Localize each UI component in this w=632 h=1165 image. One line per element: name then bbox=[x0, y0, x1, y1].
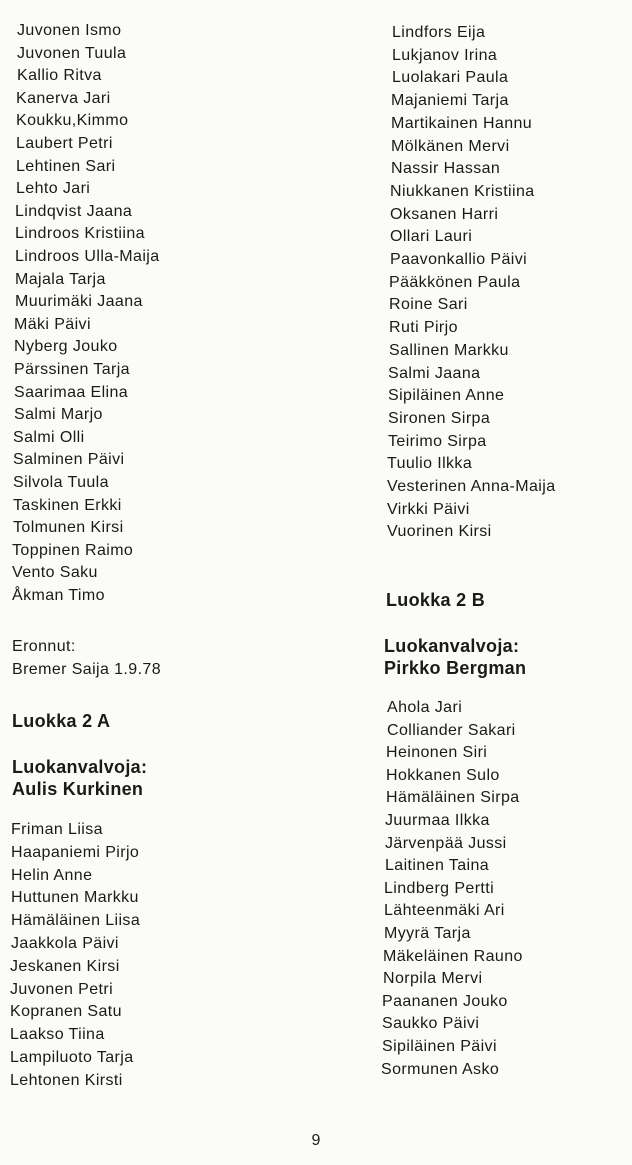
list-item: Muurimäki Jaana bbox=[15, 293, 143, 311]
class-2a-supervisor-name: Aulis Kurkinen bbox=[12, 779, 144, 799]
list-item: Jaakkola Päivi bbox=[11, 935, 119, 952]
list-item: Luolakari Paula bbox=[392, 69, 509, 87]
list-item: Lindroos Kristiina bbox=[15, 225, 145, 243]
list-item: Teirimo Sirpa bbox=[388, 432, 487, 450]
list-item: Koukku,Kimmo bbox=[16, 112, 129, 130]
list-item: Juvonen Ismo bbox=[17, 22, 122, 39]
list-item: Ollari Lauri bbox=[390, 228, 473, 246]
list-item: Kopranen Satu bbox=[10, 1003, 122, 1021]
list-item: Mäki Päivi bbox=[14, 315, 91, 333]
list-item: Salmi Jaana bbox=[388, 364, 481, 382]
list-item: Virkki Päivi bbox=[387, 500, 470, 518]
list-item: Hämäläinen Sirpa bbox=[386, 789, 520, 807]
list-item: Heinonen Siri bbox=[386, 744, 488, 762]
list-item: Juurmaa Ilkka bbox=[385, 812, 490, 829]
list-item: Lindqvist Jaana bbox=[15, 202, 133, 220]
list-item: Saarimaa Elina bbox=[14, 383, 129, 401]
list-item: Helin Anne bbox=[11, 866, 93, 884]
list-item: Oksanen Harri bbox=[390, 205, 499, 223]
list-item: Norpila Mervi bbox=[383, 970, 483, 988]
class-2a-supervisor-label: Luokanvalvoja: bbox=[12, 757, 148, 777]
list-item: Myyrä Tarja bbox=[384, 925, 471, 942]
list-item: Juvonen Tuula bbox=[17, 44, 127, 62]
list-item: Taskinen Erkki bbox=[13, 496, 122, 514]
list-item: Pääkkönen Paula bbox=[389, 273, 521, 291]
list-item: Lehtinen Sari bbox=[16, 157, 116, 175]
list-item: Sipiläinen Anne bbox=[388, 387, 505, 405]
list-item: Friman Liisa bbox=[11, 821, 103, 838]
list-item: Tuulio Ilkka bbox=[387, 455, 473, 473]
list-item: Majaniemi Tarja bbox=[391, 92, 509, 110]
list-item: Paananen Jouko bbox=[382, 992, 508, 1010]
list-item: Lehtonen Kirsti bbox=[10, 1071, 123, 1089]
list-item: Huttunen Markku bbox=[11, 889, 139, 907]
list-item: Haapaniemi Pirjo bbox=[11, 843, 140, 861]
list-item: Åkman Timo bbox=[12, 587, 105, 604]
list-item: Lampiluoto Tarja bbox=[10, 1049, 134, 1066]
list-item: Järvenpää Jussi bbox=[385, 834, 507, 852]
list-item: Salmi Marjo bbox=[14, 406, 103, 424]
list-item: Mäkeläinen Rauno bbox=[383, 947, 523, 965]
list-item: Ruti Pirjo bbox=[389, 319, 458, 337]
list-item: Lindfors Eija bbox=[392, 24, 486, 41]
list-item: Toppinen Raimo bbox=[12, 541, 134, 559]
class-2b-supervisor-name: Pirkko Bergman bbox=[384, 658, 527, 678]
list-item: Sipiläinen Päivi bbox=[382, 1038, 497, 1055]
list-item: Majala Tarja bbox=[15, 270, 106, 288]
list-item: Silvola Tuula bbox=[13, 474, 109, 491]
class-2b-heading: Luokka 2 B bbox=[386, 590, 486, 610]
page-number: 9 bbox=[311, 1132, 321, 1149]
list-item: Jeskanen Kirsi bbox=[10, 957, 120, 975]
list-item: Roine Sari bbox=[389, 296, 468, 314]
class-2b-supervisor-label: Luokanvalvoja: bbox=[384, 636, 520, 656]
list-item: Laitinen Taina bbox=[385, 857, 490, 875]
list-item: Sironen Sirpa bbox=[388, 409, 491, 427]
list-item: Kallio Ritva bbox=[17, 67, 102, 85]
list-item: Salminen Päivi bbox=[13, 451, 125, 469]
list-item: Martikainen Hannu bbox=[391, 114, 533, 132]
resigned-label: Eronnut: bbox=[12, 638, 76, 655]
list-item: Lukjanov Irina bbox=[392, 46, 498, 64]
list-item: Lähteenmäki Ari bbox=[384, 902, 505, 920]
list-item: Sallinen Markku bbox=[389, 341, 509, 359]
resigned-entry: Bremer Saija 1.9.78 bbox=[12, 661, 162, 678]
list-item: Lindroos Ulla-Maija bbox=[15, 248, 160, 265]
list-item: Niukkanen Kristiina bbox=[390, 182, 535, 200]
list-item: Tolmunen Kirsi bbox=[13, 519, 124, 537]
list-item: Juvonen Petri bbox=[10, 980, 114, 998]
list-item: Lehto Jari bbox=[16, 180, 91, 198]
list-item: Vuorinen Kirsi bbox=[387, 523, 492, 541]
class-2a-heading: Luokka 2 A bbox=[12, 711, 111, 731]
list-item: Vesterinen Anna-Maija bbox=[387, 478, 556, 495]
list-item: Pärssinen Tarja bbox=[14, 361, 130, 378]
list-item: Vento Saku bbox=[12, 564, 98, 582]
list-item: Paavonkallio Päivi bbox=[390, 251, 528, 268]
list-item: Kanerva Jari bbox=[16, 89, 111, 107]
list-item: Lindberg Pertti bbox=[384, 879, 495, 897]
list-item: Hokkanen Sulo bbox=[386, 766, 500, 784]
list-item: Mölkänen Mervi bbox=[391, 137, 510, 155]
list-item: Colliander Sakari bbox=[387, 721, 516, 739]
list-item: Hämäläinen Liisa bbox=[11, 912, 141, 930]
list-item: Nyberg Jouko bbox=[14, 338, 118, 356]
list-item: Sormunen Asko bbox=[381, 1060, 500, 1078]
list-item: Nassir Hassan bbox=[391, 160, 501, 178]
list-item: Laubert Petri bbox=[16, 135, 113, 152]
list-item: Laakso Tiina bbox=[10, 1026, 105, 1044]
list-item: Salmi Olli bbox=[13, 428, 85, 446]
list-item: Ahola Jari bbox=[387, 699, 463, 716]
list-item: Saukko Päivi bbox=[382, 1015, 480, 1033]
